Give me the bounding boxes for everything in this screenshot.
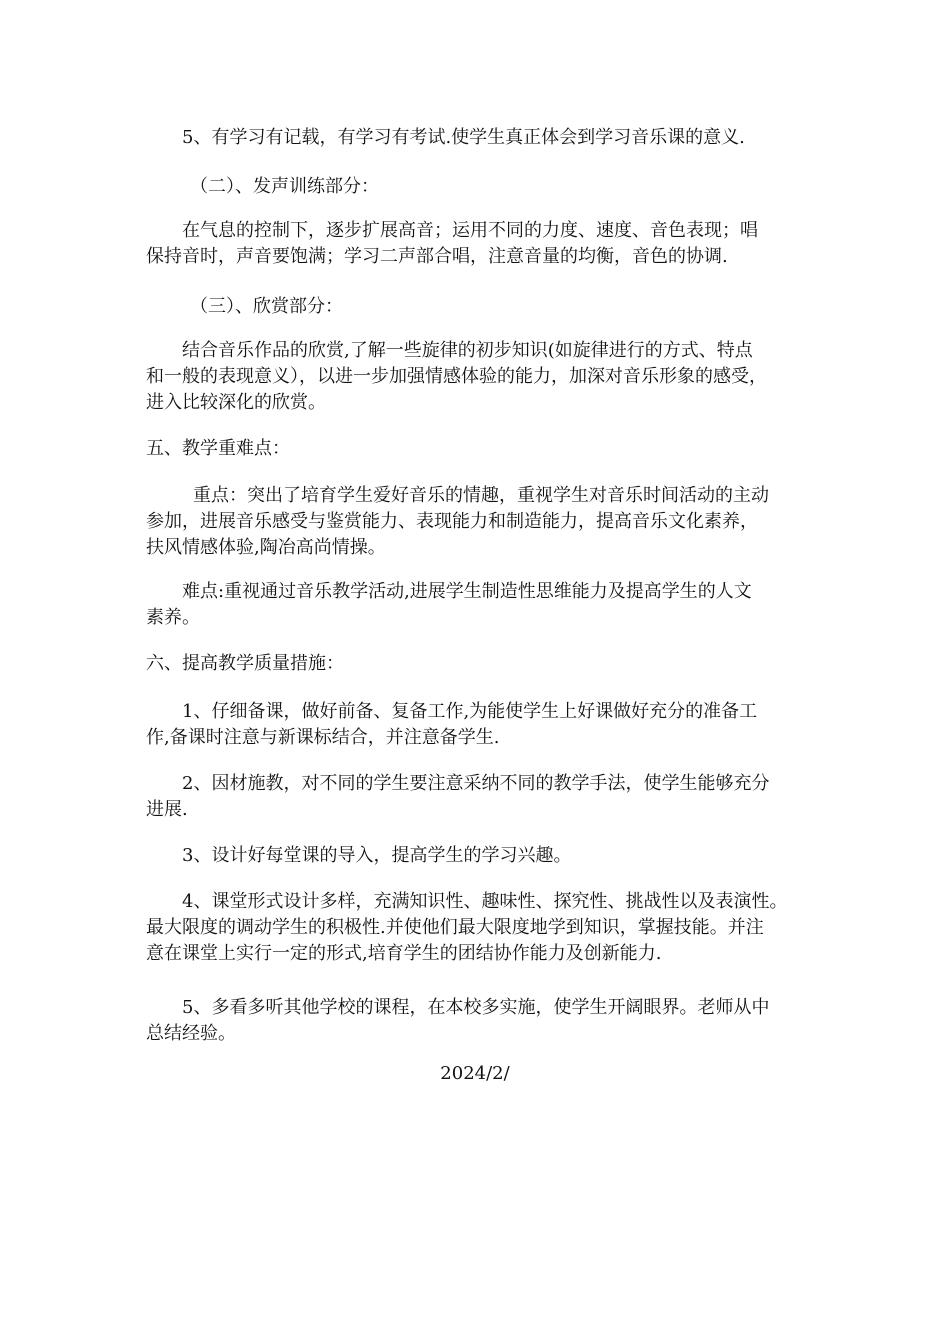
measure-4-line-1: 4、课堂形式设计多样，充满知识性、趣味性、探究性、挑战性以及表演性。 bbox=[182, 891, 788, 912]
appreciation-paragraph-line-2: 和一般的表现意义），以进一步加强情感体验的能力，加深对音乐形象的感受， bbox=[146, 366, 767, 387]
difficult-points-line-2: 素养。 bbox=[146, 607, 200, 628]
measure-2-line-1: 2、因材施教，对不同的学生要注意采纳不同的教学手法，使学生能够充分 bbox=[182, 773, 770, 794]
appreciation-paragraph-line-1: 结合音乐作品的欣赏,了解一些旋律的初步知识(如旋律进行的方式、特点 bbox=[182, 340, 753, 361]
item-5-record: 5、有学习有记载，有学习有考试.使学生真正体会到学习音乐课的意义. bbox=[182, 127, 745, 148]
voice-paragraph-line-1: 在气息的控制下，逐步扩展高音；运用不同的力度、速度、音色表现；唱 bbox=[182, 220, 758, 241]
measure-2-line-2: 进展. bbox=[146, 799, 188, 820]
section-voice-heading: （二）、发声训练部分： bbox=[190, 176, 379, 197]
voice-paragraph-line-2: 保持音时，声音要饱满；学习二声部合唱，注意音量的均衡，音色的协调. bbox=[146, 246, 728, 267]
measure-4-line-3: 意在课堂上实行一定的形式,培育学生的团结协作能力及创新能力. bbox=[146, 943, 662, 964]
appreciation-paragraph-line-3: 进入比较深化的欣赏。 bbox=[146, 392, 326, 413]
key-points-line-1: 重点：突出了培育学生爱好音乐的情趣，重视学生对音乐时间活动的主动 bbox=[193, 485, 769, 506]
measure-1-line-2: 作,备课时注意与新课标结合，并注意备学生. bbox=[146, 727, 500, 748]
difficult-points-line-1: 难点:重视通过音乐教学活动,进展学生制造性思维能力及提高学生的人文 bbox=[182, 581, 752, 602]
document-date: 2024/2/ bbox=[440, 1063, 510, 1084]
key-points-line-2: 参加，进展音乐感受与鉴赏能力、表现能力和制造能力，提高音乐文化素养， bbox=[146, 511, 758, 532]
measure-3-line-1: 3、设计好每堂课的导入，提高学生的学习兴趣。 bbox=[182, 845, 572, 866]
section-five-heading: 五、教学重难点： bbox=[146, 438, 290, 459]
measure-5-line-1: 5、多看多听其他学校的课程，在本校多实施，使学生开阔眼界。老师从中 bbox=[182, 997, 770, 1018]
section-appreciation-heading: （三）、欣赏部分： bbox=[190, 296, 343, 317]
section-six-heading: 六、提高教学质量措施： bbox=[146, 653, 344, 674]
measure-5-line-2: 总结经验。 bbox=[146, 1023, 236, 1044]
key-points-line-3: 扶风情感体验,陶冶高尚情操。 bbox=[146, 537, 386, 558]
measure-1-line-1: 1、仔细备课，做好前备、复备工作,为能使学生上好课做好充分的准备工 bbox=[182, 701, 758, 722]
measure-4-line-2: 最大限度的调动学生的积极性.并使他们最大限度地学到知识，掌握技能。并注 bbox=[146, 917, 764, 938]
